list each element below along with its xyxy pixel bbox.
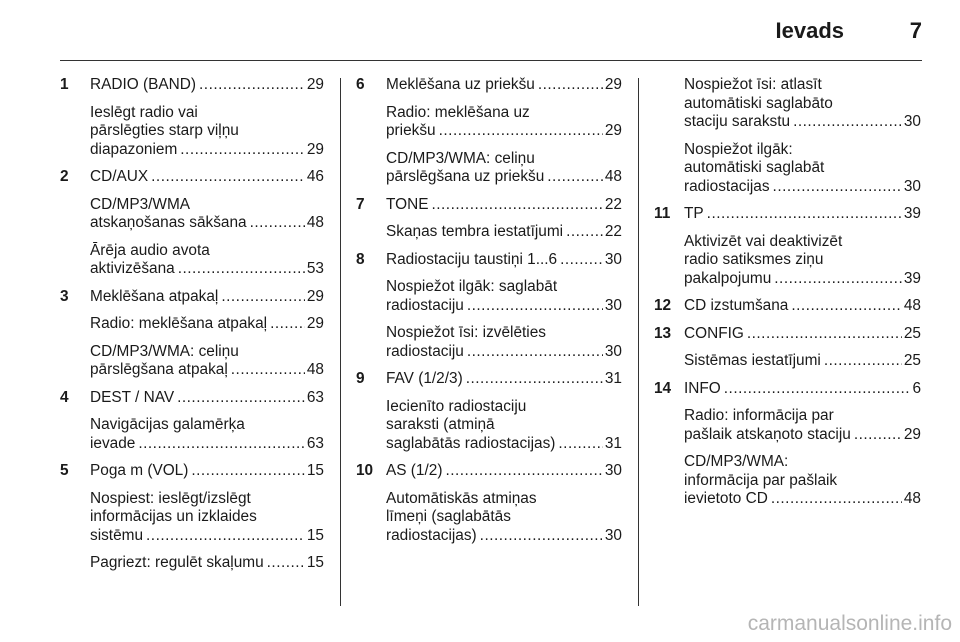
- entry-line-with-page: [386, 297, 622, 316]
- dot-leader: [138, 435, 305, 454]
- page-reference: 29: [903, 425, 921, 443]
- index-entry: [60, 315, 324, 334]
- entry-line-with-page: [684, 178, 921, 197]
- entry-line-with-page: [90, 141, 324, 160]
- entry-line-with-page: [386, 251, 622, 270]
- entry-line-with-page: [684, 490, 921, 509]
- page-reference: 63: [306, 388, 324, 406]
- entry-text: CD/MP3/WMA: [90, 195, 191, 213]
- page-reference: 48: [903, 297, 921, 314]
- index-entry: [654, 407, 921, 444]
- dot-leader: [771, 490, 902, 509]
- entry-line-with-page: [90, 435, 324, 454]
- page-reference: 25: [903, 352, 921, 369]
- entry-text: sistēmu: [90, 526, 144, 544]
- entry-text: CD/AUX: [90, 168, 149, 185]
- entry-line-with-page: [386, 527, 622, 546]
- index-entry: [356, 278, 622, 315]
- index-entry: [356, 196, 622, 215]
- entry-text: informācija par pašlaik: [684, 471, 838, 489]
- index-entry: [60, 288, 324, 307]
- index-entry: [356, 324, 622, 361]
- entry-text: Pagriezt: regulēt skaļumu: [90, 554, 264, 571]
- entry-text: pārslēgties starp viļņu: [90, 122, 239, 139]
- entry-line-with-page: [90, 462, 324, 481]
- index-entry: [356, 104, 622, 141]
- dot-leader: [267, 554, 305, 573]
- index-entry: [356, 223, 622, 242]
- page-reference: 31: [604, 434, 622, 452]
- header-divider: [60, 60, 922, 61]
- index-column: [60, 76, 324, 582]
- entry-text: radiostacijas): [386, 526, 477, 544]
- entry-text: TONE: [386, 195, 429, 213]
- entry-line-with-page: [386, 122, 622, 141]
- index-entry: [654, 453, 921, 509]
- entry-line-with-page: [90, 527, 324, 546]
- index-entry: [60, 554, 324, 573]
- page-reference: 46: [306, 168, 324, 185]
- entry-line-with-page: [90, 361, 324, 380]
- column-divider: [638, 78, 639, 606]
- index-entry: [654, 205, 921, 224]
- index-entry: [654, 233, 921, 289]
- dot-leader: [773, 178, 902, 197]
- entry-line-with-page: [386, 196, 622, 215]
- entry-text: RADIO (BAND): [90, 76, 197, 93]
- control-number: 11: [654, 205, 671, 222]
- index-entry: [654, 141, 921, 197]
- entry-text: pārslēgšana uz priekšu: [386, 168, 545, 185]
- entry-text: Radio: meklēšana atpakaļ: [90, 315, 268, 332]
- index-entry: [356, 370, 622, 389]
- entry-text: FAV (1/2/3): [386, 370, 463, 387]
- entry-text: Ieslēgt radio vai: [90, 103, 198, 121]
- entry-line-with-page: [386, 223, 622, 242]
- entry-text: automātiski saglabāto: [684, 94, 833, 112]
- entry-text: Radio: meklēšana uz: [386, 103, 530, 121]
- page-reference: 53: [306, 260, 324, 277]
- dot-leader: [791, 297, 902, 316]
- entry-line-with-page: [386, 168, 622, 187]
- page-reference: 15: [306, 554, 324, 571]
- control-number: 3: [60, 287, 69, 305]
- entry-line-with-page: [90, 168, 324, 187]
- index-entry: [60, 343, 324, 380]
- dot-leader: [467, 297, 603, 316]
- dot-leader: [824, 352, 902, 371]
- index-entry: [60, 490, 324, 546]
- index-entry: [356, 251, 622, 270]
- dot-leader: [547, 168, 603, 187]
- dot-leader: [480, 527, 603, 546]
- page-reference: 31: [604, 370, 622, 387]
- dot-leader: [538, 76, 603, 95]
- entry-line-with-page: [90, 76, 324, 95]
- dot-leader: [178, 260, 305, 279]
- dot-leader: [466, 370, 603, 389]
- entry-line-with-page: [684, 205, 921, 224]
- entry-text: ievade: [90, 434, 136, 452]
- control-number: 13: [654, 324, 672, 342]
- entry-text: Radiostaciju taustiņi 1...6: [386, 250, 558, 268]
- entry-line-with-page: [90, 389, 324, 408]
- entry-text: priekšu: [386, 122, 436, 139]
- page-reference: 22: [604, 195, 622, 213]
- entry-text: Radio: informācija par: [684, 407, 834, 424]
- index-entry: [60, 389, 324, 408]
- page-reference: 30: [903, 177, 921, 195]
- control-number: 14: [654, 379, 672, 397]
- entry-line-with-page: [684, 380, 921, 399]
- entry-text: Aktivizēt vai deaktivizēt: [684, 232, 843, 250]
- dot-leader: [270, 315, 305, 334]
- entry-text: Iecienīto radiostaciju: [386, 397, 527, 415]
- index-entry: [654, 380, 921, 399]
- page-reference: 30: [604, 462, 622, 479]
- dot-leader: [431, 196, 602, 215]
- entry-text: Sistēmas iestatījumi: [684, 352, 821, 369]
- entry-text: saraksti (atmiņā: [386, 416, 495, 433]
- page-reference: 39: [903, 205, 921, 222]
- entry-text: Nospiežot ilgāk:: [684, 140, 793, 158]
- dot-leader: [199, 76, 305, 95]
- page-reference: 39: [903, 269, 921, 287]
- page-reference: 29: [604, 122, 622, 139]
- index-entry: [60, 462, 324, 481]
- dot-leader: [177, 389, 305, 408]
- control-number: 2: [60, 168, 69, 185]
- page-reference: 29: [306, 287, 324, 305]
- index-entry: [654, 325, 921, 344]
- dot-leader: [560, 251, 603, 270]
- entry-line-with-page: [684, 270, 921, 289]
- page-reference: 15: [306, 462, 324, 479]
- entry-text: saglabātās radiostacijas): [386, 434, 556, 452]
- index-entry: [654, 297, 921, 316]
- entry-text: Automātiskās atmiņas: [386, 489, 537, 507]
- entry-text: INFO: [684, 379, 721, 397]
- entry-line-with-page: [90, 554, 324, 573]
- entry-line-with-page: [386, 343, 622, 362]
- page-reference: 30: [604, 342, 622, 360]
- entry-line-with-page: [90, 315, 324, 334]
- entry-text: Meklēšana atpakaļ: [90, 287, 219, 305]
- dot-leader: [774, 270, 902, 289]
- page-reference: 48: [903, 490, 921, 507]
- index-entry: [60, 168, 324, 187]
- entry-text: CD/MP3/WMA:: [684, 453, 789, 470]
- index-entry: [654, 352, 921, 371]
- entry-text: Nospiežot īsi: atlasīt: [684, 76, 822, 93]
- control-number: 12: [654, 297, 672, 314]
- section-title: Ievads: [775, 18, 844, 43]
- entry-text: CD/MP3/WMA: celiņu: [386, 149, 535, 167]
- entry-text: diapazoniem: [90, 140, 178, 158]
- entry-text: Nospiežot ilgāk: saglabāt: [386, 278, 558, 295]
- page-reference: 30: [604, 526, 622, 544]
- index-entry: [60, 416, 324, 453]
- entry-text: līmeņi (saglabātās: [386, 508, 511, 525]
- dot-leader: [793, 113, 902, 132]
- page-reference: 15: [306, 526, 324, 544]
- control-number: 7: [356, 195, 365, 213]
- watermark: carmanualsonline.info: [747, 612, 952, 635]
- entry-text: CD izstumšana: [684, 297, 789, 314]
- page-reference: 48: [306, 214, 324, 231]
- page-reference: 29: [604, 76, 622, 93]
- index-entry: [60, 196, 324, 233]
- control-number: 4: [60, 388, 69, 406]
- entry-text: pakalpojumu: [684, 269, 772, 287]
- column-divider: [340, 78, 341, 606]
- entry-line-with-page: [90, 260, 324, 279]
- entry-text: atskaņošanas sākšana: [90, 214, 247, 231]
- control-number: 1: [60, 76, 69, 93]
- dot-leader: [566, 223, 603, 242]
- entry-text: pašlaik atskaņoto staciju: [684, 425, 851, 443]
- dot-leader: [747, 325, 902, 344]
- entry-text: radiostaciju: [386, 342, 464, 360]
- page-reference: 48: [306, 361, 324, 378]
- entry-line-with-page: [684, 113, 921, 132]
- index-entry: [356, 150, 622, 187]
- page-reference: 30: [903, 113, 921, 130]
- entry-text: CD/MP3/WMA: celiņu: [90, 342, 239, 360]
- entry-text: TP: [684, 205, 704, 222]
- entry-line-with-page: [684, 297, 921, 316]
- entry-text: Meklēšana uz priekšu: [386, 76, 535, 93]
- entry-line-with-page: [386, 435, 622, 454]
- entry-text: aktivizēšana: [90, 260, 175, 277]
- entry-text: DEST / NAV: [90, 388, 175, 406]
- dot-leader: [439, 122, 603, 141]
- index-column: [654, 76, 921, 518]
- dot-leader: [854, 426, 902, 445]
- dot-leader: [151, 168, 305, 187]
- index-entry: [356, 398, 622, 454]
- page-number: 7: [909, 18, 922, 43]
- entry-text: Nospiest: ieslēgt/izslēgt: [90, 489, 251, 507]
- entry-text: AS (1/2): [386, 462, 443, 479]
- index-entry: [654, 76, 921, 132]
- entry-line-with-page: [386, 370, 622, 389]
- entry-text: Nospiežot īsi: izvēlēties: [386, 324, 546, 341]
- entry-text: automātiski saglabāt: [684, 159, 825, 176]
- dot-leader: [180, 141, 305, 160]
- dot-leader: [558, 435, 602, 454]
- page-reference: 30: [604, 250, 622, 268]
- entry-text: ievietoto CD: [684, 490, 768, 507]
- dot-leader: [231, 361, 305, 380]
- page-reference: 29: [306, 76, 324, 93]
- entry-text: CONFIG: [684, 324, 744, 342]
- page-reference: 6: [912, 379, 921, 397]
- entry-text: Poga m (VOL): [90, 462, 189, 479]
- dot-leader: [146, 527, 305, 546]
- index-entry: [60, 242, 324, 279]
- index-entry: [356, 462, 622, 481]
- page-reference: 25: [903, 324, 921, 342]
- entry-text: pārslēgšana atpakaļ: [90, 361, 228, 378]
- entry-line-with-page: [684, 325, 921, 344]
- entry-line-with-page: [90, 214, 324, 233]
- page-reference: 63: [306, 434, 324, 452]
- entry-text: Navigācijas galamērķa: [90, 416, 245, 433]
- dot-leader: [221, 288, 305, 307]
- entry-line-with-page: [684, 352, 921, 371]
- control-number: 5: [60, 462, 69, 479]
- dot-leader: [724, 380, 911, 399]
- dot-leader: [467, 343, 603, 362]
- page-reference: 22: [604, 223, 622, 240]
- control-number: 9: [356, 370, 365, 387]
- page-reference: 29: [306, 140, 324, 158]
- entry-line-with-page: [386, 76, 622, 95]
- dot-leader: [250, 214, 305, 233]
- entry-text: radio satiksmes ziņu: [684, 251, 824, 268]
- page-reference: 30: [604, 296, 622, 314]
- entry-text: radiostaciju: [386, 296, 464, 314]
- page-header: [0, 0, 960, 62]
- index-entry: [356, 490, 622, 546]
- index-entry: [356, 76, 622, 95]
- control-number: 8: [356, 250, 365, 268]
- entry-text: staciju sarakstu: [684, 113, 791, 130]
- dot-leader: [445, 462, 602, 481]
- page-reference: 48: [604, 168, 622, 185]
- index-column: [356, 76, 622, 554]
- entry-text: Ārēja audio avota: [90, 241, 210, 259]
- control-number: 6: [356, 76, 365, 93]
- index-entry: [60, 76, 324, 95]
- page-reference: 29: [306, 315, 324, 332]
- entry-line-with-page: [386, 462, 622, 481]
- entry-line-with-page: [684, 426, 921, 445]
- control-number: 10: [356, 462, 374, 479]
- dot-leader: [707, 205, 902, 224]
- index-entry: [60, 104, 324, 160]
- dot-leader: [191, 462, 305, 481]
- entry-text: informācijas un izklaides: [90, 508, 257, 525]
- entry-text: Skaņas tembra iestatījumi: [386, 223, 564, 240]
- entry-line-with-page: [90, 288, 324, 307]
- entry-text: radiostacijas: [684, 177, 770, 195]
